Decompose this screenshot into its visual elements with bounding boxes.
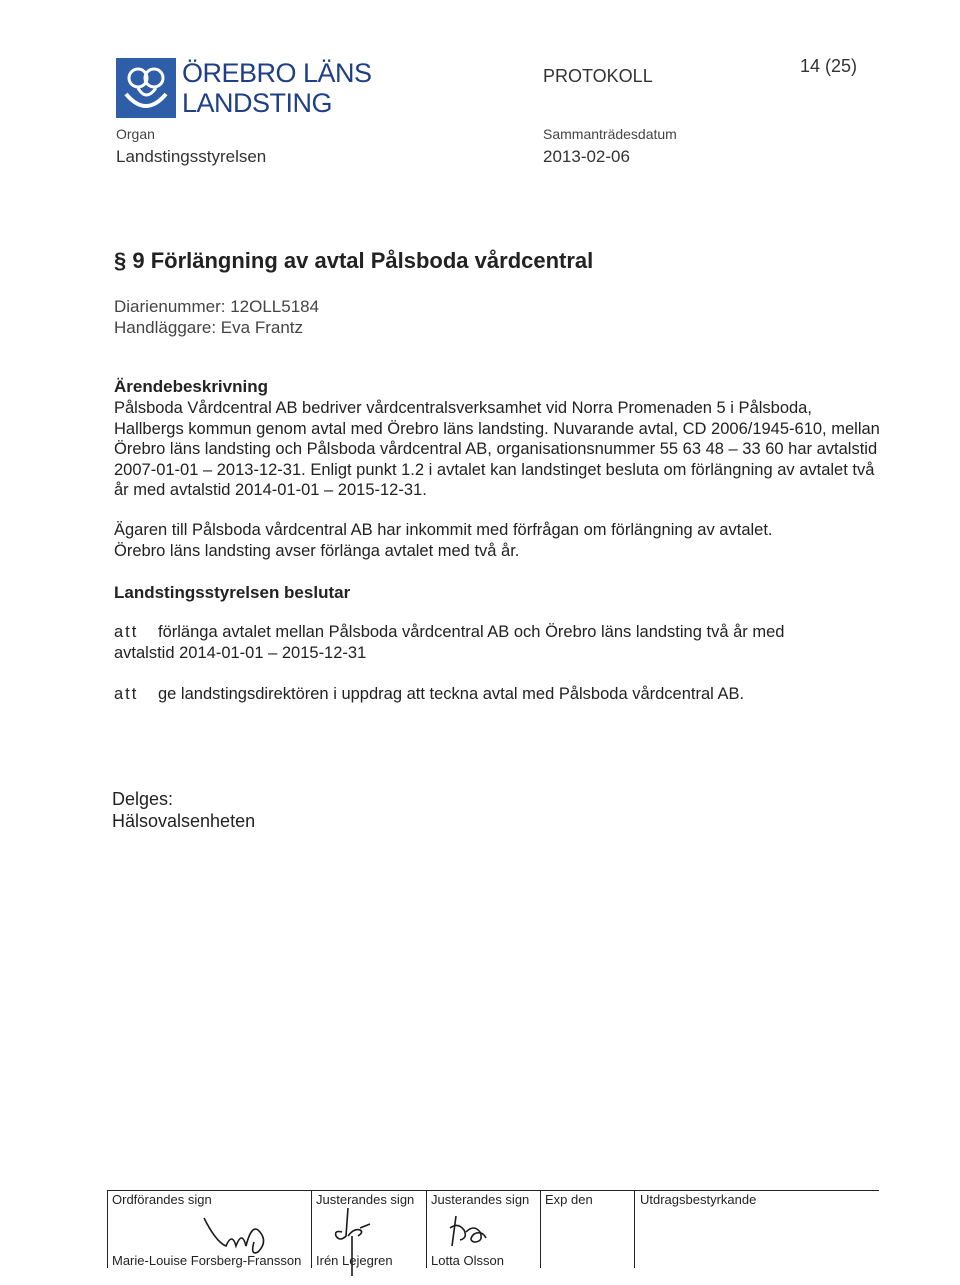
justerande-sign-label-1: Justerandes sign [316, 1192, 415, 1207]
meeting-date-value: 2013-02-06 [543, 147, 630, 166]
delges-value: Hälsovalsenheten [112, 811, 256, 831]
signature-table-left-border [107, 1190, 108, 1268]
item-meta [114, 296, 319, 338]
signature-divider-4 [634, 1190, 635, 1268]
organ-value: Landstingsstyrelsen [116, 147, 267, 166]
arende-text-1: Pålsboda Vårdcentral AB bedriver vårdcentralsverksamhet vid Norra Promenaden 5 i Pålsboda, Hallbergs kommun genom avtal med Örebro läns landsting. Nuvarande avtal, CD 2006/1945-610, mellan Örebro läns landsting och Pålsboda vårdcentral AB, organisationsnummer 55 63 48 – 33 60 har avtalstid 2007-01-01 – 2013-12-31. Enligt punkt 1.2 i avtalet kan landstinget besluta om förlängning av avtalet två år med avtalstid 2014-01-01 – 2015-12-31. [114, 399, 880, 499]
logo-line-1: ÖREBRO LÄNS [182, 58, 372, 88]
arende-text-2a: Ägaren till Pålsboda vårdcentral AB har inkommit med förfrågan om förlängning av avtalet. [114, 521, 773, 539]
arende-paragraph-2 [114, 520, 884, 561]
logo-wordmark [182, 58, 372, 118]
justerande-name-2: Lotta Olsson [431, 1253, 504, 1268]
item-title: § 9 Förlängning av avtal Pålsboda vårdcentral [114, 248, 594, 273]
exp-den-label: Exp den [545, 1192, 593, 1207]
beslut-att-1 [114, 622, 844, 663]
meeting-date-label: Sammanträdesdatum [543, 126, 677, 142]
beslut-att-2 [114, 684, 884, 705]
logo-emblem-icon [116, 58, 176, 118]
signature-divider-3 [540, 1190, 541, 1268]
diarienummer: Diarienummer: 12OLL5184 [114, 297, 320, 316]
beslut-title: Landstingsstyrelsen beslutar [114, 583, 351, 602]
logo-mark [116, 58, 176, 118]
justerande-sign-label-2: Justerandes sign [431, 1192, 530, 1207]
page-number: 14 (25) [800, 56, 858, 76]
arende-paragraph-1 [114, 398, 884, 501]
att-label-2: att [114, 685, 139, 703]
delges-label: Delges: [112, 789, 174, 809]
ordforande-sign-label: Ordförandes sign [112, 1192, 212, 1207]
organ-label: Organ [116, 126, 155, 142]
att-text-1: förlänga avtalet mellan Pålsboda vårdcentral AB och Örebro läns landsting två år med avtalstid 2014-01-01 – 2015-12-31 [114, 623, 785, 662]
signature-divider-1 [311, 1190, 312, 1268]
arende-title: Ärendebeskrivning [114, 377, 268, 396]
justerande-2-signature-icon [444, 1212, 494, 1252]
arende-text-2b: Örebro läns landsting avser förlänga avtalet med två år. [114, 541, 520, 560]
delges-block [112, 788, 255, 832]
att-label-1: att [114, 623, 139, 641]
justerande-name-1: Irén Lejegren [316, 1253, 393, 1268]
utdragsbestyrkande-label: Utdragsbestyrkande [640, 1192, 757, 1207]
handlaggare: Handläggare: Eva Frantz [114, 318, 303, 337]
logo-line-2: LANDSTING [182, 88, 333, 118]
att-text-2: ge landstingsdirektören i uppdrag att teckna avtal med Pålsboda vårdcentral AB. [158, 685, 745, 703]
ordforande-name: Marie-Louise Forsberg-Fransson [112, 1253, 302, 1268]
signature-table-top-border [107, 1190, 879, 1191]
document-type: PROTOKOLL [543, 66, 653, 86]
signature-divider-2 [426, 1190, 427, 1268]
